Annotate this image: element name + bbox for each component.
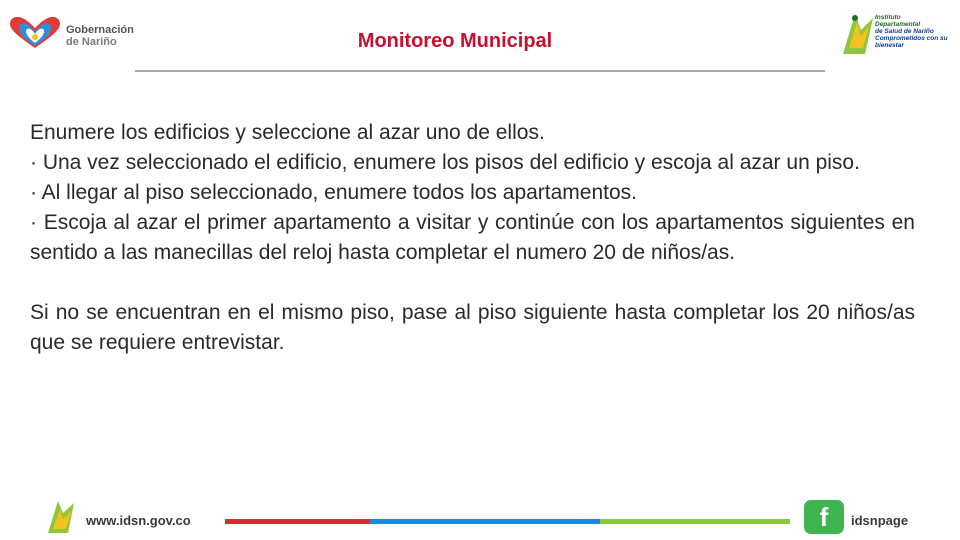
header-divider bbox=[135, 70, 825, 72]
footer-color-bar bbox=[225, 519, 790, 524]
idsn-line3: de Salud de Nariño bbox=[875, 28, 934, 35]
idsn-line4: Comprometidos con su bienestar bbox=[875, 35, 948, 49]
facebook-page-link[interactable]: idsnpage bbox=[851, 513, 909, 528]
paragraph-3: · Al llegar al piso seleccionado, enumere todos los apartamentos. bbox=[30, 181, 638, 204]
page-title: Monitoreo Municipal bbox=[357, 30, 553, 52]
paragraph-2: · Una vez seleccionado el edificio, enumere los pisos del edificio y escoja al azar un piso. bbox=[30, 151, 860, 174]
idsn-line2: Departamental bbox=[875, 21, 921, 28]
gobernacion-line1: Gobernación bbox=[66, 24, 134, 36]
paragraph-5: Si no se encuentran en el mismo piso, pase al piso siguiente hasta completar los 20 niños/as que se requiere entrevistar. bbox=[30, 301, 915, 354]
idsn-line1: Instituto bbox=[875, 14, 901, 21]
footer-idsn-icon bbox=[44, 497, 80, 535]
footer-website-link[interactable]: www.idsn.gov.co bbox=[86, 513, 191, 528]
facebook-icon[interactable]: f bbox=[804, 500, 844, 534]
idsn-logo bbox=[835, 8, 955, 58]
paragraph-1: Enumere los edificios y seleccione al azar uno de ellos. bbox=[30, 121, 545, 144]
footer-bar-green bbox=[600, 519, 790, 524]
idsn-emblem-icon bbox=[835, 8, 877, 56]
gobernacion-line2: de Nariño bbox=[66, 36, 117, 48]
footer-bar-blue bbox=[370, 519, 600, 524]
footer-bar-red bbox=[225, 519, 370, 524]
paragraph-4: · Escoja al azar el primer apartamento a visitar y continúe con los apartamentos siguientes en sentido a las manecillas del reloj hasta completar el numero 20 de niños/as. bbox=[30, 211, 915, 264]
paragraph-spacer bbox=[30, 268, 915, 298]
slide-body bbox=[30, 118, 915, 358]
